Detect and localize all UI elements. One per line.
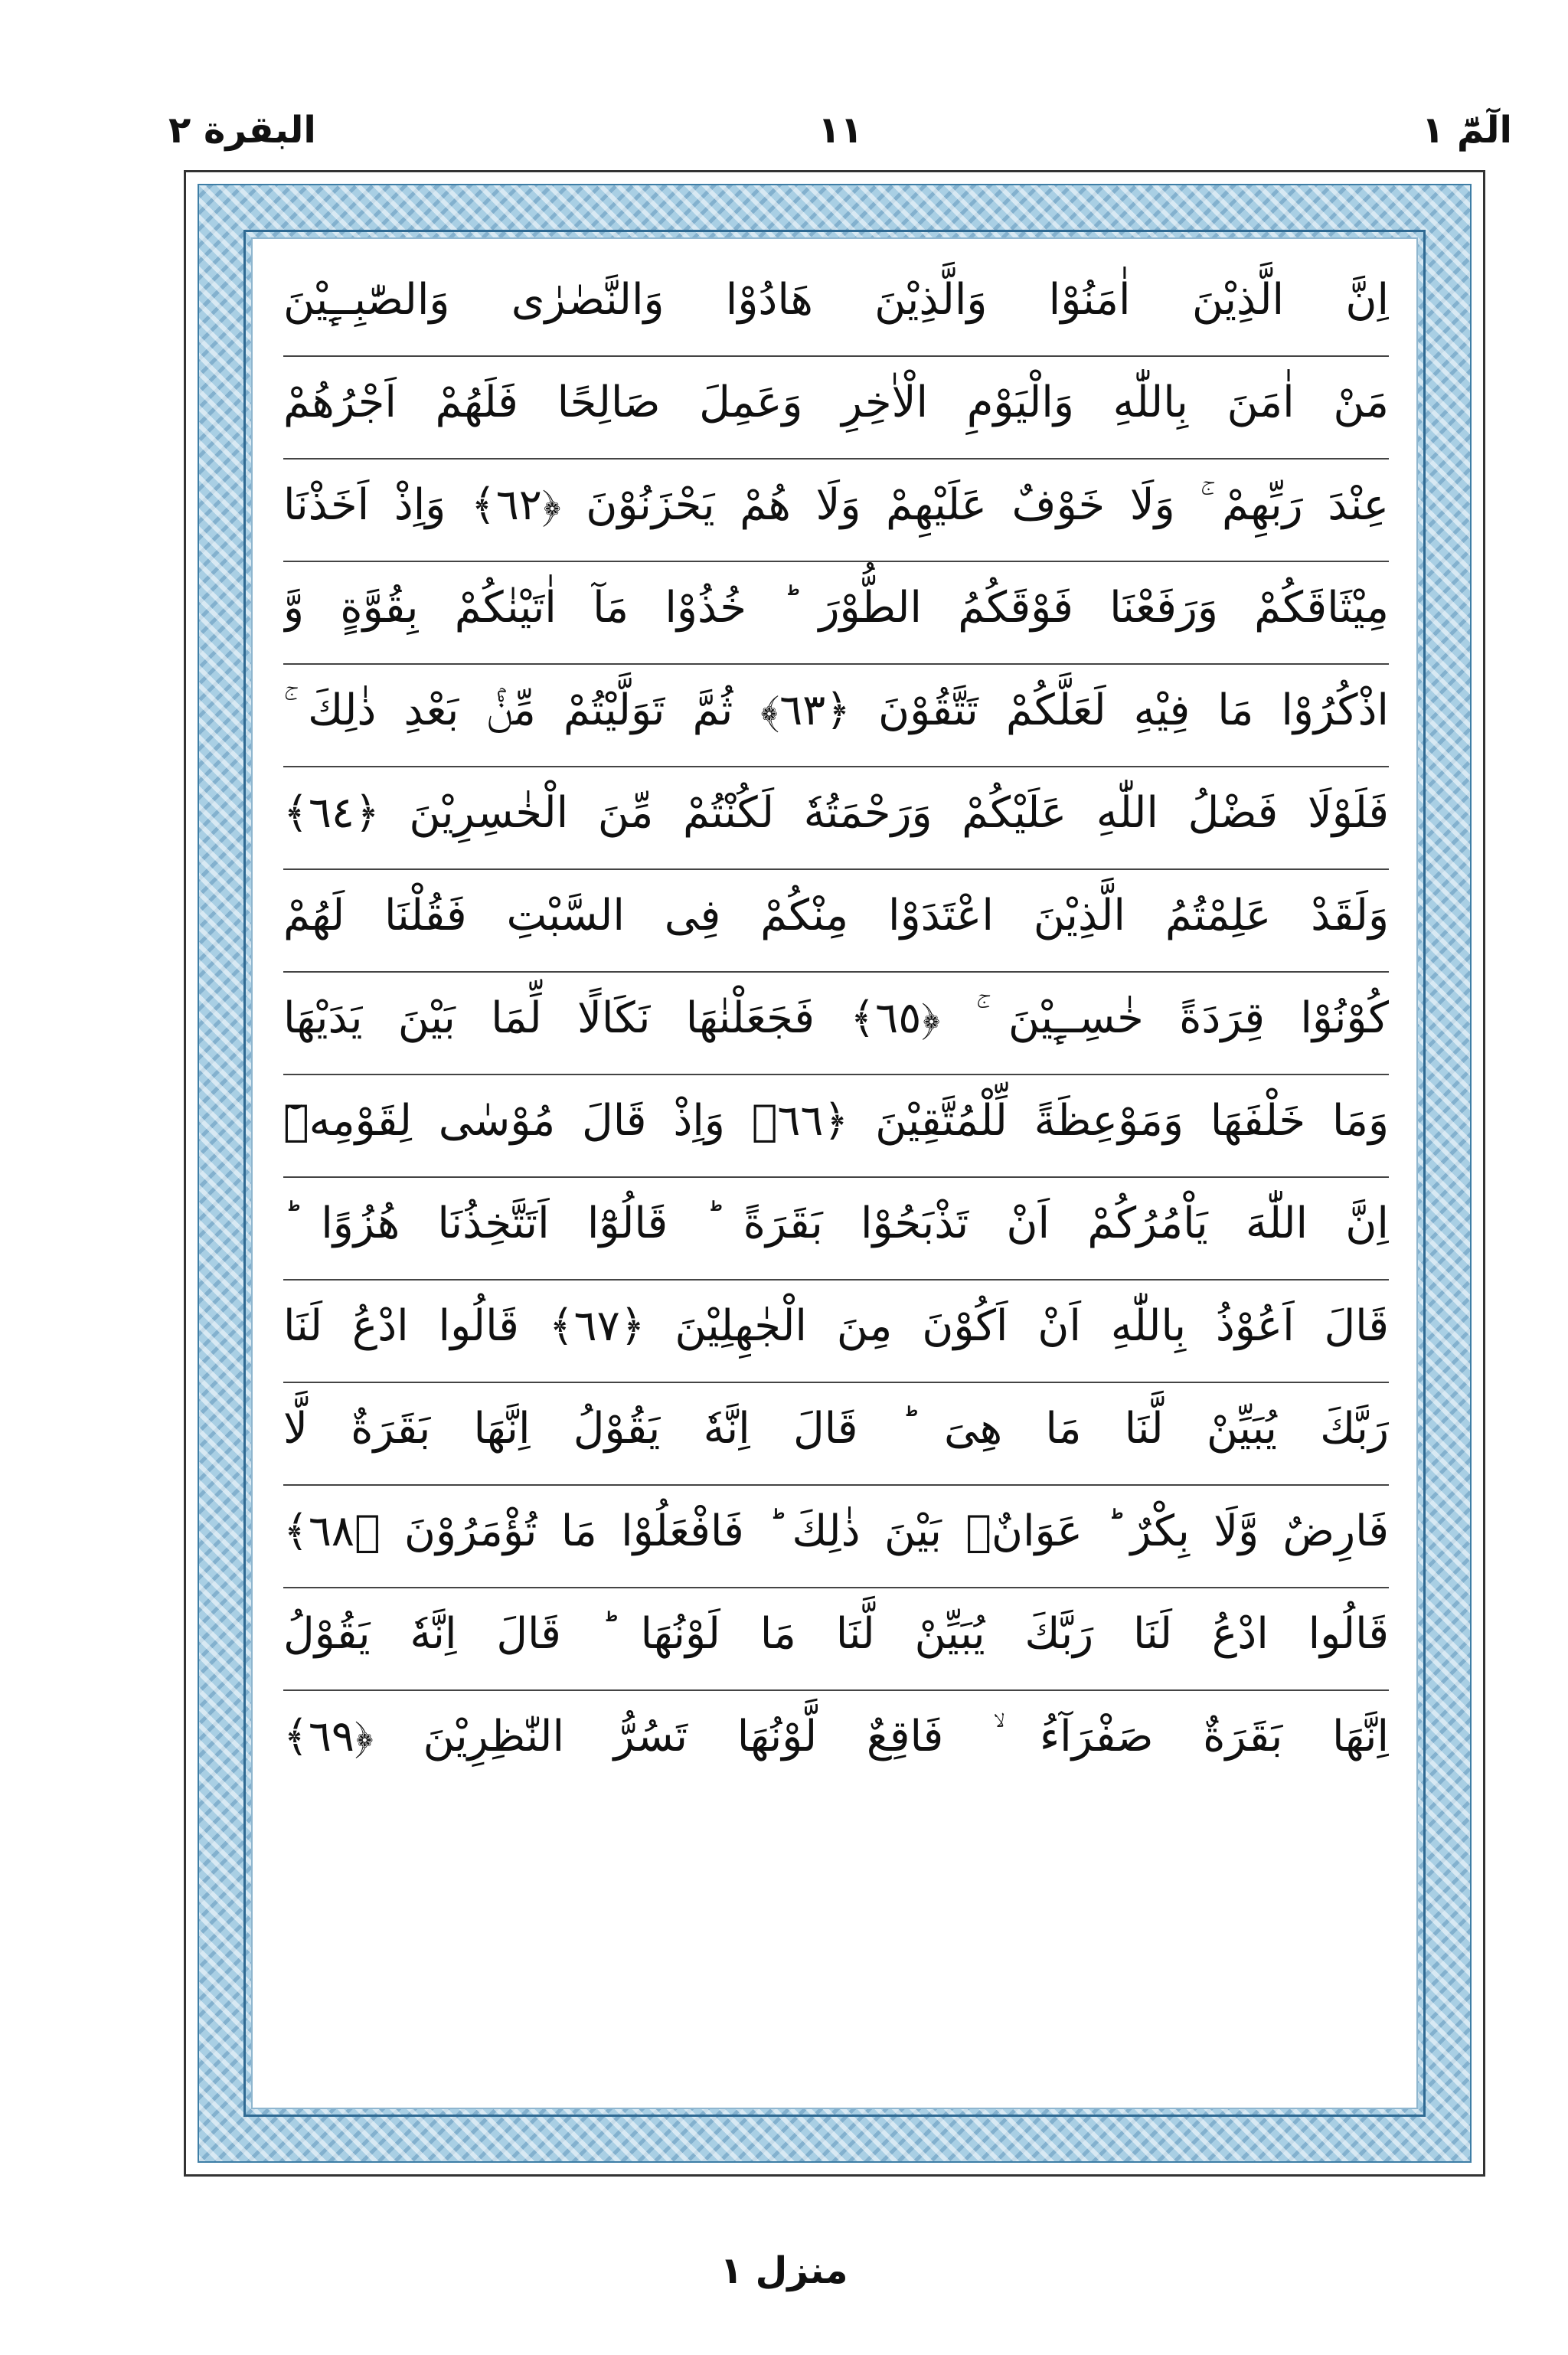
manzil-footer: منزل ١ xyxy=(720,2249,848,2292)
text-line-6: فَلَوْلَا فَضْلُ اللّٰهِ عَلَيْكُمْ وَرَحْمَتُهٗ لَكُنْتُمْ مِّنَ الْخٰسِرِيْنَ ﴿٦٤﴾ xyxy=(283,767,1389,870)
surah-label: البقرة ٢ xyxy=(168,109,316,152)
quran-text-panel xyxy=(251,237,1418,2109)
text-line-14: قَالُوا ادْعُ لَنَا رَبَّكَ يُبَيِّنْ لَّنَا مَا لَوْنُهَا ؕ قَالَ اِنَّهٗ يَقُوْلُ xyxy=(283,1588,1389,1691)
text-line-1: اِنَّ الَّذِيْنَ اٰمَنُوْا وَالَّذِيْنَ هَادُوْا وَالنَّصٰرٰى وَالصّٰبِــِٕيْنَ xyxy=(283,254,1389,357)
juz-label: الٓمّٓ ١ xyxy=(1421,109,1512,152)
text-line-4: مِيْثَاقَكُمْ وَرَفَعْنَا فَوْقَكُمُ الطُّوْرَ ؕ خُذُوْا مَآ اٰتَيْنٰكُمْ بِقُوَّةٍ وَّ xyxy=(283,562,1389,665)
page-header xyxy=(168,107,1512,176)
text-line-9: وَمَا خَلْفَهَا وَمَوْعِظَةً لِّلْمُتَّقِيْنَ ﴿٦٦﴾ وَاِذْ قَالَ مُوْسٰى لِقَوْمِهٖٓ xyxy=(283,1075,1389,1178)
text-line-11: قَالَ اَعُوْذُ بِاللّٰهِ اَنْ اَكُوْنَ مِنَ الْجٰهِلِيْنَ ﴿٦٧﴾ قَالُوا ادْعُ لَنَا xyxy=(283,1281,1389,1383)
text-line-5: اذْكُرُوْا مَا فِيْهِ لَعَلَّكُمْ تَتَّقُوْنَ ﴿٦٣﴾ ثُمَّ تَوَلَّيْتُمْ مِّنْۢ بَعْدِ ذٰلِكَ ۚ xyxy=(283,665,1389,767)
text-line-3: عِنْدَ رَبِّهِمْ ۚ وَلَا خَوْفٌ عَلَيْهِمْ وَلَا هُمْ يَحْزَنُوْنَ ﴿٦٢﴾ وَاِذْ اَخَذْنَا xyxy=(283,460,1389,562)
text-line-15: اِنَّهَا بَقَرَةٌ صَفْرَآءُ ۙ فَاقِعٌ لَّوْنُهَا تَسُرُّ النّٰظِرِيْنَ ﴿٦٩﴾ xyxy=(283,1712,1389,1761)
text-line-12: رَبَّكَ يُبَيِّنْ لَّنَا مَا هِىَ ؕ قَالَ اِنَّهٗ يَقُوْلُ اِنَّهَا بَقَرَةٌ لَّا xyxy=(283,1383,1389,1486)
verse-lines xyxy=(283,254,1389,1794)
page-number: ١١ xyxy=(818,109,863,152)
text-line-10: اِنَّ اللّٰهَ يَاْمُرُكُمْ اَنْ تَذْبَحُوْا بَقَرَةً ؕ قَالُوْٓا اَتَتَّخِذُنَا هُزُوًا ؕ xyxy=(283,1178,1389,1281)
text-line-2: مَنْ اٰمَنَ بِاللّٰهِ وَالْيَوْمِ الْاٰخِرِ وَعَمِلَ صَالِحًا فَلَهُمْ اَجْرُهُمْ xyxy=(283,357,1389,460)
text-line-8: كُوْنُوْا قِرَدَةً خٰسِــِٕيْنَ ۚ ﴿٦٥﴾ فَجَعَلْنٰهَا نَكَالًا لِّمَا بَيْنَ يَدَيْهَا xyxy=(283,973,1389,1075)
text-line-7: وَلَقَدْ عَلِمْتُمُ الَّذِيْنَ اعْتَدَوْا مِنْكُمْ فِى السَّبْتِ فَقُلْنَا لَهُمْ xyxy=(283,870,1389,973)
text-line-13: فَارِضٌ وَّلَا بِكْرٌ ؕ عَوَانٌۢ بَيْنَ ذٰلِكَ ؕ فَافْعَلُوْا مَا تُؤْمَرُوْنَ ﴿٦٨﴾ xyxy=(283,1486,1389,1588)
